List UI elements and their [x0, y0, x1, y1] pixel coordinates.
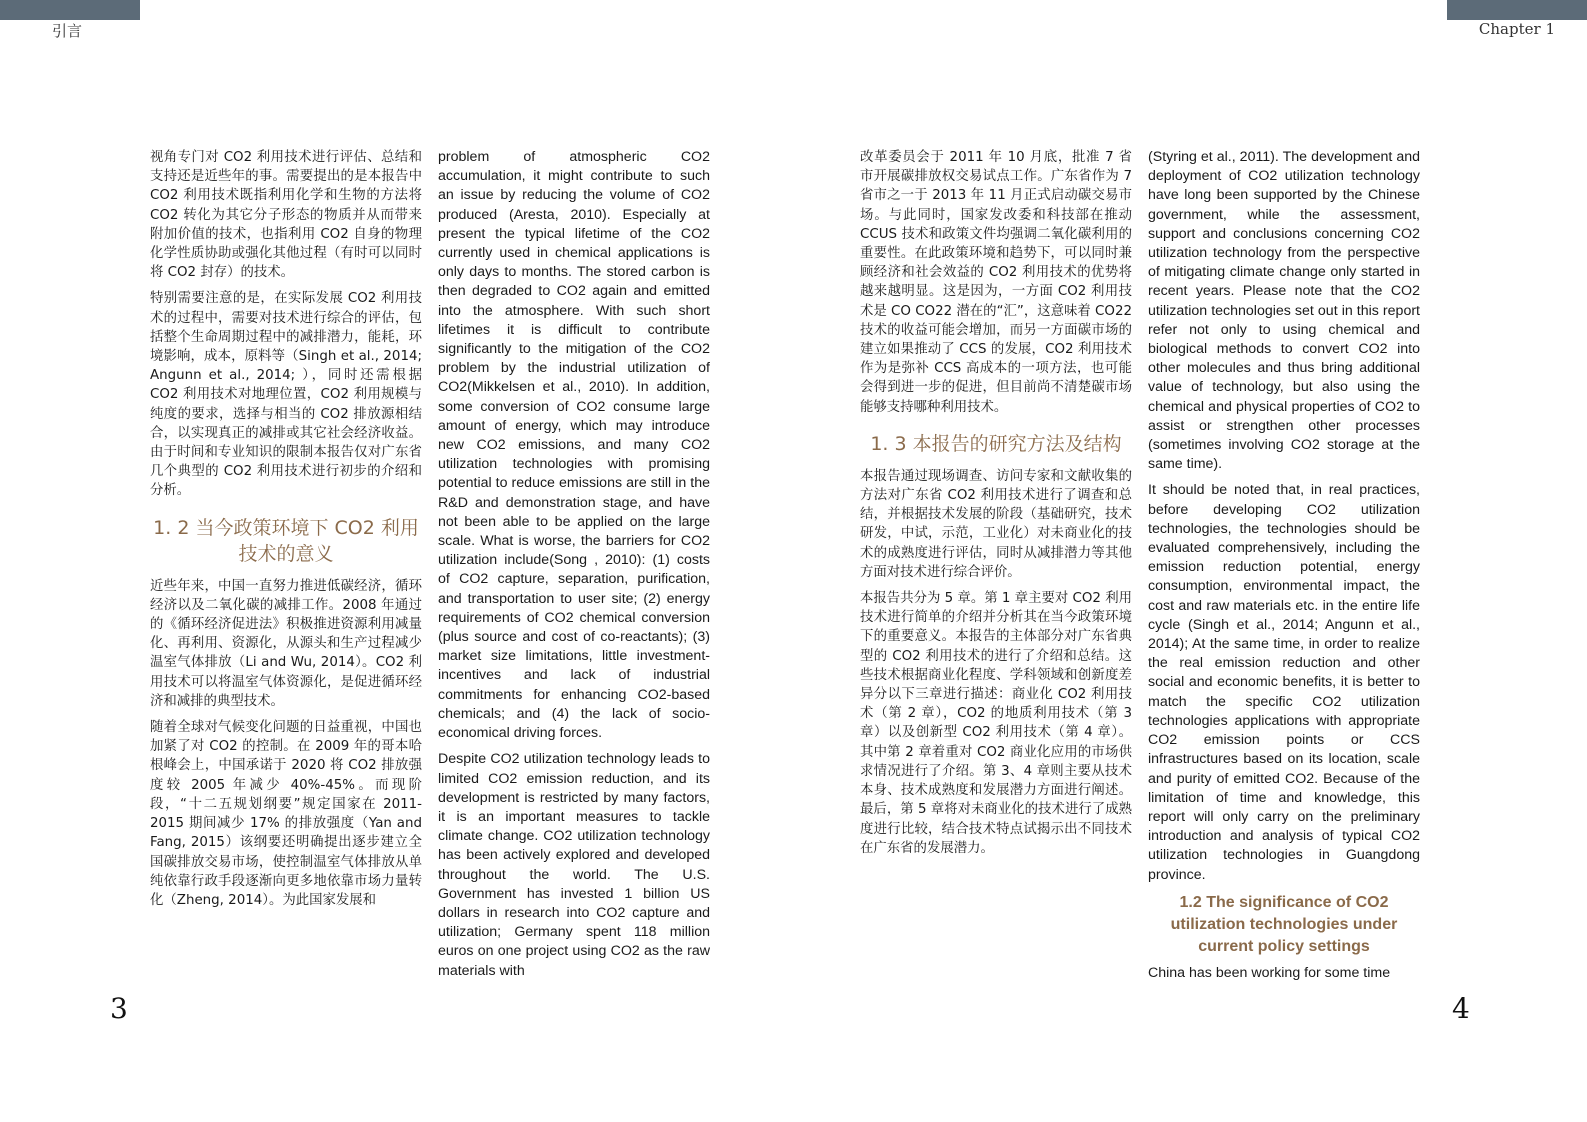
- paragraph: Despite CO2 utilization technology leads to limited CO2 emission reduction, and its development is restricted by many factors, it is an important measures to tackle climate change. CO2 utilization technology has been actively explored and developed throughout the world. The U.S. Government has invested 1 billion US dollars in research into CO2 capture and utilization; Germany spent 118 million euros on one project using CO2 as the raw materials with: [438, 751, 710, 979]
- paragraph: 改革委员会于 2011 年 10 月底，批准 7 省市开展碳排放权交易试点工作。广东省作为 7 省市之一于 2013 年 11 月正式启动碳交易市场。与此同时，国家发改委和科技部在推动 CCUS 技术和政策文件均强调二氧化碳利用的重要性。在此政策环境和趋势下，可以同时兼顾经济和社会效益的 CO2 利用技术的优势将越来越明显。这是因为，一方面 CO2 利用技术是 CO CO22 潜在的“汇”，这意味着 CO22 技术的收益可能会增加，而另一方面碳市场的建立如果推动了 CCS 的发展，CO2 利用技术作为是弥补 CCS 高成本的一项方法，也可能会得到进一步的促进，但目前尚不清楚碳市场能够支持哪种利用技术。: [860, 150, 1132, 415]
- paragraph: 本报告共分为 5 章。第 1 章主要对 CO2 利用技术进行简单的介绍并分析其在当今政策环境下的重要意义。本报告的主体部分对广东省典型的 CO2 利用技术的进行了介绍和总结。这些技术根据商业化程度、学科领域和创新度差异分以下三章进行描述：商业化 CO2 利用技术（第 2 章），CO2 的地质利用技术（第 3 章）以及创新型 CO2 利用技术（第 4 章）。其中第 2 章着重对 CO2 商业化应用的市场供求情况进行了介绍。第 3、4 章则主要从技术本身、技术成熟度和发展潜力方面进行阐述。最后，第 5 章将对未商业化的技术进行了成熟度进行比较，结合技术特点试揭示出不同技术在广东省的发展潜力。: [860, 591, 1132, 856]
- header-tab-left: [0, 0, 140, 20]
- section-heading: 1. 3 本报告的研究方法及结构: [870, 432, 1122, 455]
- paragraph: 随着全球对气候变化问题的日益重视，中国也加紧了对 CO2 的控制。在 2009 年的哥本哈根峰会上，中国承诺于 2020 将 CO2 排放强度较 2005 年减少 40%-45%。而现阶段，“十二五规划纲要”规定国家在 2011-2015 期间减少 17% 的排放强度（Yan and Fang, 2015）该纲要还明确提出逐步建立全国碳排放交易市场，使控制温室气体排放从单纯依靠行政手段逐渐向更多地依靠市场力量转化（Zheng, 2014）。为此国家发展和: [150, 720, 422, 908]
- paragraph: problem of atmospheric CO2 accumulation, it might contribute to such an issue by reducing the volume of CO2 produced (Aresta, 2010). Especially at present the typical lifetime of the CO2 currently used in chemical applications is only days to months. The stored carbon is then degraded to CO2 again and emitted into the atmosphere. With such short lifetimes it is difficult to contribute significantly to the mitigation of the CO2 problem by the industrial utilization of CO2(Mikkelsen et al., 2010). In addition, some conversion of CO2 consume large amount of energy, which may introduce new CO2 emissions, and many CO2 utilization technologies with promising potential to reduce emissions are still in the R&D and demonstration stage, and have not been able to be applied on the large scale. What is worse, the barriers for CO2 utilization include(Song , 2010): (1) costs of CO2 capture, separation, purification, and transportation to user site; (2) energy requirements of CO2 chemical conversion (plus source and cost of co-reactants); (3) market size limitations, little investment-incentives and lack of industrial commitments for enhancing CO2-based chemicals; and (4) the lack of socio-economical driving forces.: [438, 149, 710, 742]
- left-page-column-2: [438, 148, 710, 996]
- paragraph: 近些年来，中国一直努力推进低碳经济，循环经济以及二氧化碳的减排工作。2008 年通过的《循环经济促进法》积极推进资源利用减量化、再利用、资源化，从源头和生产过程减少温室气体排放（Li and Wu, 2014）。CO2 利用技术可以将温室气体资源化，是促进循环经济和减排的典型技术。: [150, 578, 422, 709]
- section-heading: 1. 2 当今政策环境下 CO2 利用技术的意义: [153, 516, 419, 565]
- page-number-right: 4: [1452, 992, 1470, 1025]
- paragraph: 特别需要注意的是，在实际发展 CO2 利用技术的过程中，需要对技术进行综合的评估，包括整个生命周期过程中的减排潜力，能耗，环境影响，成本，原料等（Singh et al., 2014; Angunn et al., 2014; ），同时还需根据 CO2 利用技术对地理位置，CO2 利用规模与纯度的要求，选择与相当的 CO2 排放源相结合，以实现真正的减排或其它社会经济收益。由于时间和专业知识的限制本报告仅对广东省几个典型的 CO2 利用技术进行初步的介绍和分析。: [150, 291, 422, 499]
- running-header-left: 引言: [52, 22, 83, 40]
- paragraph: 本报告通过现场调查、访问专家和文献收集的方法对广东省 CO2 利用技术进行了调查和总结，并根据技术发展的阶段（基础研究，技术研发，中试，示范，工业化）对未商业化的技术的成熟度进行评估，同时从减排潜力等其他方面对技术进行综合评价。: [860, 468, 1132, 580]
- paragraph: (Styring et al., 2011). The development and deployment of CO2 utilization technology have long been supported by the Chinese government, while the assessment, support and conclusions concerning CO2 utilization technology from the perspective of mitigating climate change only started in recent years. Please note that the CO2 utilization technologies set out in this report refer not only to using chemical and biological methods to convert CO2 into other molecules and thus bring additional value of technology, but also using the chemical and physical properties of CO2 to assist or strengthen other processes (sometimes involving CO2 storage at the same time).: [1148, 149, 1420, 473]
- right-page-column-1: [860, 148, 1132, 996]
- running-header-right: Chapter 1: [1478, 20, 1555, 38]
- paragraph: It should be noted that, in real practices, before developing CO2 utilization technologies, the technologies should be evaluated comprehensively, including the emission reduction potential, energy consumption, environmental impact, the cost and raw materials etc. in the entire life cycle (Singh et al., 2014; Angunn et al., 2014); At the same time, in order to realize the real emission reduction and other social and economic benefits, it is better to match the specific CO2 utilization technologies applications with appropriate CO2 emission points or CCS infrastructures based on its location, scale and purity of emitted CO2. Because of the limitation of time and knowledge, this report will only carry on the preliminary introduction and analysis of typical CO2 utilization technologies in Guangdong province.: [1148, 482, 1420, 883]
- header-tab-right: [1447, 0, 1587, 20]
- page-number-left: 3: [110, 992, 128, 1025]
- right-page-column-2: [1148, 148, 1420, 996]
- paragraph: 视角专门对 CO2 利用技术进行评估、总结和支持还是近些年的事。需要提出的是本报告中 CO2 利用技术既指利用化学和生物的方法将 CO2 转化为其它分子形态的物质并从而带来附加价值的技术，也指利用 CO2 自身的物理化学性质协助或强化其他过程（有时可以同时将 CO2 封存）的技术。: [150, 150, 422, 281]
- left-page-column-1: [150, 148, 422, 996]
- section-heading: 1.2 The significance of CO2 utilization technologies under current policy settings: [1170, 893, 1398, 955]
- paragraph: China has been working for some time: [1148, 964, 1391, 981]
